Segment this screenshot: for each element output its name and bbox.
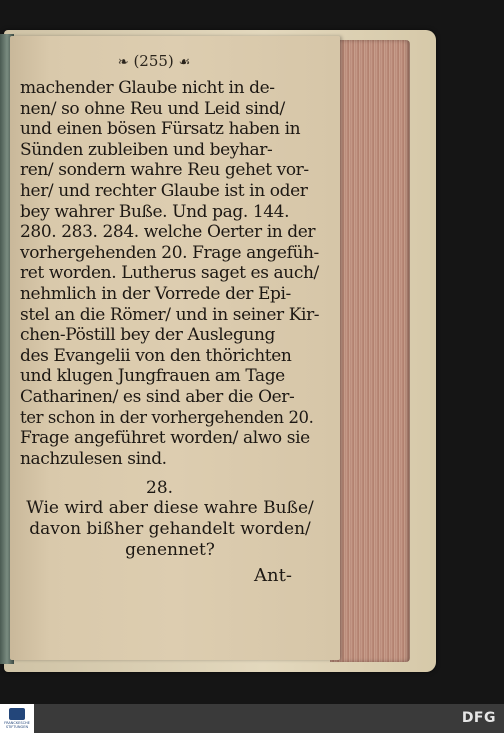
ornament-left-icon: ❧ bbox=[117, 55, 129, 70]
question-line: Wie wird aber diese wahre Buße/ bbox=[26, 498, 314, 518]
text-line: vorhergehenden 20. Frage angefüh- bbox=[20, 242, 319, 263]
text-line: nachzulesen sind. bbox=[20, 448, 167, 469]
text-line: machender Glaube nicht in de- bbox=[20, 78, 275, 98]
text-line: nehmlich in der Vorrede der Epi- bbox=[20, 284, 291, 304]
logo-text: FRANCKESCHE STIFTUNGEN bbox=[4, 721, 30, 729]
text-line: ret worden. Lutherus saget es auch/ bbox=[20, 263, 319, 284]
text-line: Catharinen/ es sind aber die Oer- bbox=[20, 387, 295, 407]
text-line: und einen bösen Fürsatz haben in bbox=[20, 119, 301, 140]
logo-icon bbox=[9, 708, 25, 720]
question-number: 28. bbox=[146, 478, 174, 498]
question-line: genennet? bbox=[125, 540, 215, 560]
text-line: und klugen Jungfrauen am Tage bbox=[20, 366, 285, 387]
text-line: stel an die Römer/ und in seiner Kir- bbox=[20, 304, 320, 325]
page-edges bbox=[330, 40, 410, 662]
page-header bbox=[96, 52, 212, 70]
text-line: Frage angeführet worden/ alwo sie bbox=[20, 428, 310, 449]
catchword: Ant- bbox=[254, 565, 292, 586]
institution-logo bbox=[0, 704, 34, 733]
text-line: ren/ sondern wahre Reu gehet vor- bbox=[20, 160, 309, 181]
text-line: des Evangelii von den thörichten bbox=[20, 345, 292, 366]
text-line: nen/ so ohne Reu und Leid sind/ bbox=[20, 98, 285, 119]
ornament-right-icon: ☙ bbox=[178, 55, 191, 70]
text-line: chen-Pöstill bey der Auslegung bbox=[20, 325, 276, 346]
text-line: bey wahrer Buße. Und pag. 144. bbox=[20, 201, 290, 222]
footer-bar bbox=[0, 704, 504, 733]
text-line: 280. 283. 284. welche Oerter in der bbox=[20, 222, 316, 243]
text-line: ter schon in der vorhergehenden 20. bbox=[20, 407, 314, 427]
dfg-logo: DFG bbox=[461, 710, 496, 726]
text-line: Sünden zubleiben und beyhar- bbox=[20, 139, 273, 160]
page-number: (255) bbox=[133, 52, 174, 70]
question-line: davon bißher gehandelt worden/ bbox=[29, 519, 311, 539]
text-line: her/ und rechter Glaube ist in oder bbox=[20, 181, 308, 201]
